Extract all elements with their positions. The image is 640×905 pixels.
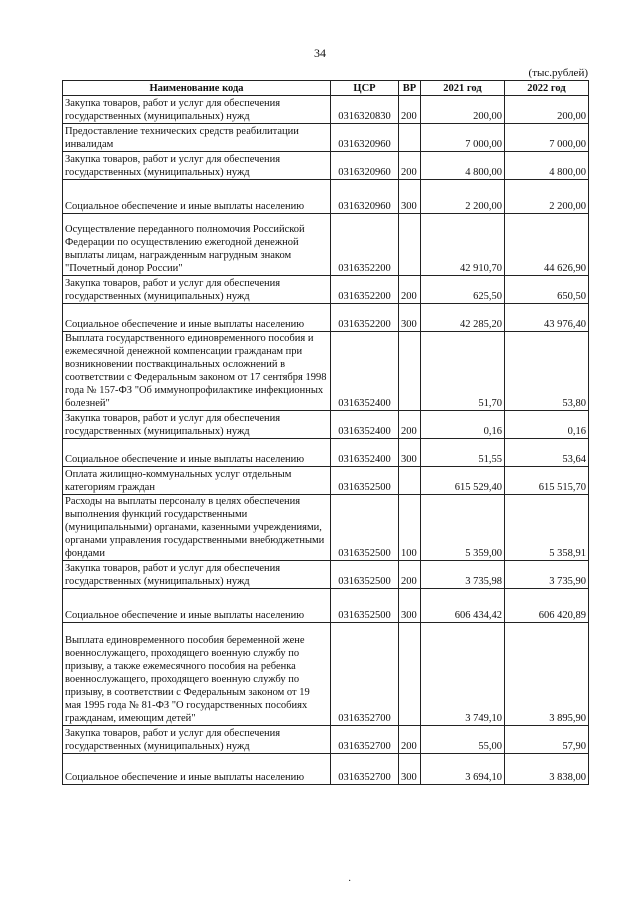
row-vr: 300 [399,180,421,214]
row-vr: 200 [399,726,421,754]
row-2021: 51,55 [421,439,505,467]
row-name: Осуществление переданного полномочия Российской Федерации по осуществлению ежегодной денежной выплаты лицам, награжденным нагрудным знаком "Почетный донор России" [63,214,331,276]
table-row [63,726,589,754]
row-name: Оплата жилищно-коммунальных услуг отдельным категориям граждан [63,467,331,495]
row-2021: 3 735,98 [421,561,505,589]
row-vr [399,623,421,726]
row-2022: 43 976,40 [505,304,589,332]
row-name: Выплата единовременного пособия беременной жене военнослужащего, проходящего военную службу по призыву, а также ежемесячного пособия на ребенка военнослужащего, проходящего военную службу по призыву, в соответствии с Федеральным законом от 19 мая 1995 года № 81-ФЗ "О государственных пособиях гражданам, имеющим детей" [63,623,331,726]
table-row [63,96,589,124]
row-code: 0316352200 [331,276,399,304]
row-2021: 606 434,42 [421,589,505,623]
row-code: 0316352200 [331,304,399,332]
row-vr: 200 [399,96,421,124]
row-2022: 200,00 [505,96,589,124]
row-name: Социальное обеспечение и иные выплаты населению [63,439,331,467]
table-row [63,411,589,439]
row-code: 0316352700 [331,754,399,785]
row-code: 0316320960 [331,124,399,152]
row-2021: 55,00 [421,726,505,754]
row-vr: 200 [399,152,421,180]
row-name: Закупка товаров, работ и услуг для обеспечения государственных (муниципальных) нужд [63,561,331,589]
row-code: 0316352400 [331,439,399,467]
row-name: Расходы на выплаты персоналу в целях обеспечения выполнения функций государственными (муниципальными) органами, казенными учреждениями, органами управления государственными внебюджетными фондами [63,495,331,561]
table-row [63,180,589,214]
row-2022: 44 626,90 [505,214,589,276]
header-vr: ВР [399,81,421,96]
row-vr: 200 [399,561,421,589]
table-row [63,467,589,495]
row-code: 0316352400 [331,411,399,439]
row-2022: 53,80 [505,332,589,411]
row-vr: 300 [399,754,421,785]
row-vr [399,214,421,276]
row-vr: 200 [399,411,421,439]
table-row [63,124,589,152]
row-vr: 200 [399,276,421,304]
row-code: 0316352700 [331,726,399,754]
table-row [63,495,589,561]
row-code: 0316352500 [331,561,399,589]
units-label: (тыс.рублей) [528,67,588,79]
row-name: Закупка товаров, работ и услуг для обеспечения государственных (муниципальных) нужд [63,411,331,439]
row-2021: 7 000,00 [421,124,505,152]
row-name: Предоставление технических средств реабилитации инвалидам [63,124,331,152]
row-name: Закупка товаров, работ и услуг для обеспечения государственных (муниципальных) нужд [63,96,331,124]
row-2021: 5 359,00 [421,495,505,561]
table-row [63,561,589,589]
row-2021: 625,50 [421,276,505,304]
header-2021: 2021 год [421,81,505,96]
row-name: Закупка товаров, работ и услуг для обеспечения государственных (муниципальных) нужд [63,276,331,304]
budget-table [62,80,589,785]
row-code: 0316352500 [331,495,399,561]
row-2022: 4 800,00 [505,152,589,180]
row-vr: 300 [399,589,421,623]
row-2022: 615 515,70 [505,467,589,495]
row-vr [399,124,421,152]
row-code: 0316320830 [331,96,399,124]
row-vr: 300 [399,439,421,467]
header-2022: 2022 год [505,81,589,96]
row-2021: 0,16 [421,411,505,439]
row-2021: 615 529,40 [421,467,505,495]
row-code: 0316352700 [331,623,399,726]
table-row [63,276,589,304]
row-code: 0316320960 [331,180,399,214]
row-vr [399,332,421,411]
row-code: 0316352500 [331,467,399,495]
page-number: 34 [314,46,326,60]
row-2021: 3 694,10 [421,754,505,785]
row-vr [399,467,421,495]
row-2022: 5 358,91 [505,495,589,561]
row-code: 0316352500 [331,589,399,623]
row-2021: 200,00 [421,96,505,124]
row-2021: 42 285,20 [421,304,505,332]
table-row [63,152,589,180]
row-name: Социальное обеспечение и иные выплаты населению [63,754,331,785]
row-2021: 51,70 [421,332,505,411]
table-row [63,304,589,332]
row-name: Социальное обеспечение и иные выплаты населению [63,304,331,332]
row-2022: 7 000,00 [505,124,589,152]
row-2021: 3 749,10 [421,623,505,726]
table-row [63,214,589,276]
row-name: Закупка товаров, работ и услуг для обеспечения государственных (муниципальных) нужд [63,726,331,754]
row-name: Закупка товаров, работ и услуг для обеспечения государственных (муниципальных) нужд [63,152,331,180]
row-2022: 2 200,00 [505,180,589,214]
row-vr: 100 [399,495,421,561]
table-header-row [63,81,589,96]
table-row [63,332,589,411]
row-2022: 650,50 [505,276,589,304]
row-2022: 3 895,90 [505,623,589,726]
footer-mark: · [348,876,352,887]
row-code: 0316352200 [331,214,399,276]
row-2022: 0,16 [505,411,589,439]
row-2021: 42 910,70 [421,214,505,276]
row-2022: 57,90 [505,726,589,754]
row-2021: 4 800,00 [421,152,505,180]
row-code: 0316352400 [331,332,399,411]
header-csr: ЦСР [331,81,399,96]
table-row [63,754,589,785]
row-2022: 3 735,90 [505,561,589,589]
row-name: Социальное обеспечение и иные выплаты населению [63,180,331,214]
row-2022: 606 420,89 [505,589,589,623]
table-row [63,439,589,467]
row-2021: 2 200,00 [421,180,505,214]
row-name: Выплата государственного единовременного пособия и ежемесячной денежной компенсации гражданам при возникновении поствакцинальных осложнений в соответствии с Федеральным законом от 17 сентября 1998 года № 157-ФЗ "Об иммунопрофилактике инфекционных болезней" [63,332,331,411]
row-2022: 53,64 [505,439,589,467]
row-code: 0316320960 [331,152,399,180]
row-name: Социальное обеспечение и иные выплаты населению [63,589,331,623]
row-vr: 300 [399,304,421,332]
row-2022: 3 838,00 [505,754,589,785]
table-row [63,589,589,623]
table-row [63,623,589,726]
header-name: Наименование кода [63,81,331,96]
